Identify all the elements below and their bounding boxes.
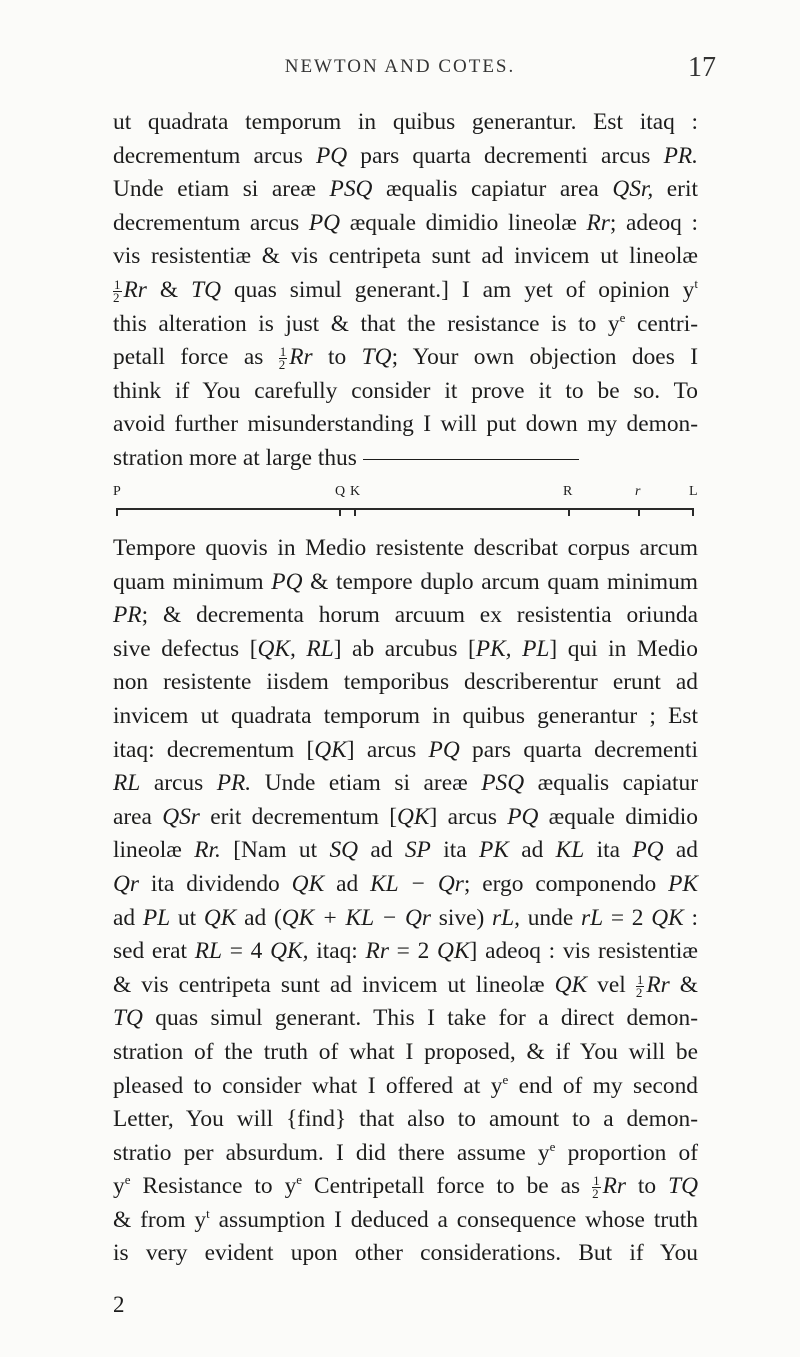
text-line: think if You carefully consider it prove it to be so. To bbox=[113, 377, 698, 404]
text-line: $\frac{1}{2}$ Rr & TQ quas simul generant.] I am yet of opinion $y^t$ bbox=[113, 275, 699, 306]
tick-r bbox=[568, 508, 570, 516]
text-line: vis resistentiæ & vis centripeta sunt ad invicem ut lineolæ bbox=[113, 243, 698, 270]
text-line: & from $y^t$ assumption I deduced a consequence whose truth bbox=[113, 1205, 698, 1233]
text-line: stration more at large thus bbox=[113, 442, 698, 476]
text-line: petall force as $\frac{1}{2}$ Rr to TQ; Your own objection does I bbox=[113, 344, 699, 373]
text-line: TQ quas simul generant. This I take for a direct demon- bbox=[113, 1005, 698, 1032]
text-line: Tempore quovis in Medio resistente describat corpus arcum bbox=[113, 535, 698, 561]
text-line: is very evident upon other considerations. But if You bbox=[113, 1240, 698, 1267]
paragraph-demonstration bbox=[113, 532, 698, 1271]
text-line: stration of the truth of what I proposed, & if You will be bbox=[113, 1038, 698, 1065]
text-line: & vis centripeta sunt ad invicem ut lineolæ QK vel $\frac{1}{2}$ Rr & bbox=[113, 971, 698, 1000]
text-line: this alteration is just & that the resistance is to $y^e$ centri- bbox=[113, 309, 698, 337]
text-line: ut quadrata temporum in quibus generantur. Est itaq : bbox=[113, 109, 698, 135]
tick-r-small bbox=[638, 508, 640, 516]
fraction-half: $\frac{1}{2}$ bbox=[635, 971, 644, 1000]
text-line: Qr ita dividendo QK ad KL − Qr; ergo componendo PK bbox=[113, 870, 698, 897]
text-line: decrementum arcus PQ pars quarta decrementi arcus PR. bbox=[113, 142, 698, 169]
point-label-r-small: r bbox=[635, 484, 641, 499]
text-line: Letter, You will {find} that also to amount to a demon- bbox=[113, 1106, 698, 1133]
fraction-half: $\frac{1}{2}$ bbox=[592, 1173, 600, 1202]
point-label-p: P bbox=[113, 484, 121, 499]
tick-p bbox=[116, 508, 118, 516]
fraction-half: $\frac{1}{2}$ bbox=[113, 277, 121, 306]
tick-l bbox=[692, 508, 694, 516]
paragraph-latin-quote bbox=[113, 106, 698, 476]
point-label-q: Q bbox=[335, 484, 346, 499]
text-line: PR; & decrementa horum arcuum ex resistentia oriunda bbox=[113, 602, 698, 629]
running-title: NEWTON AND COTES. bbox=[284, 56, 516, 77]
text-line: decrementum arcus PQ æquale dimidio lineolæ Rr; adeoq : bbox=[113, 209, 698, 236]
text-line: sed erat RL = 4 QK, itaq: Rr = 2 QK] adeoq : vis resistentiæ bbox=[113, 938, 698, 965]
text-line: ad PL ut QK ad (QK + KL − Qr sive) rL, unde rL = 2 QK : bbox=[113, 904, 699, 931]
tick-q bbox=[339, 508, 341, 516]
point-label-r: R bbox=[563, 484, 573, 499]
line-segment bbox=[116, 508, 694, 510]
line-diagram bbox=[113, 484, 698, 524]
point-label-l: L bbox=[689, 484, 698, 499]
text-line: invicem ut quadrata temporum in quibus generantur ; Est bbox=[113, 702, 698, 729]
text-line: stratio per absurdum. I did there assume $y^e$ proportion of bbox=[113, 1138, 699, 1166]
signature-mark: 2 bbox=[113, 1292, 125, 1317]
text-line: non resistente iisdem temporibus describerentur erunt ad bbox=[113, 669, 698, 696]
running-header bbox=[0, 52, 800, 86]
text-line: sive defectus [QK, RL] ab arcubus [PK, PL] qui in Medio bbox=[113, 635, 698, 662]
rule-dash bbox=[363, 458, 579, 460]
tick-k bbox=[354, 508, 356, 516]
text-line: itaq: decrementum [QK] arcus PQ pars quarta decrementi bbox=[113, 736, 698, 763]
page-number: 17 bbox=[688, 52, 716, 83]
point-label-k: K bbox=[350, 484, 361, 499]
text-line: pleased to consider what I offered at $y^e$ end of my second bbox=[113, 1071, 698, 1099]
text-line: lineolæ Rr. [Nam ut SQ ad SP ita PK ad KL ita PQ ad bbox=[113, 837, 699, 864]
text-line: quam minimum PQ & tempore duplo arcum quam minimum bbox=[113, 568, 698, 595]
text-line: RL arcus PR. Unde etiam si areæ PSQ æqualis capiatur bbox=[113, 770, 698, 797]
text-line: area QSr erit decrementum [QK] arcus PQ æquale dimidio bbox=[113, 803, 698, 830]
text-line: avoid further misunderstanding I will put down my demon- bbox=[113, 411, 698, 438]
text-line: $y^e$ Resistance to $y^e$ Centripetall force to be as $\frac{1}{2}$ Rr to TQ bbox=[113, 1172, 698, 1202]
fraction-half: $\frac{1}{2}$ bbox=[278, 344, 287, 373]
text-line: Unde etiam si areæ PSQ æqualis capiatur area QSr, erit bbox=[113, 176, 698, 203]
